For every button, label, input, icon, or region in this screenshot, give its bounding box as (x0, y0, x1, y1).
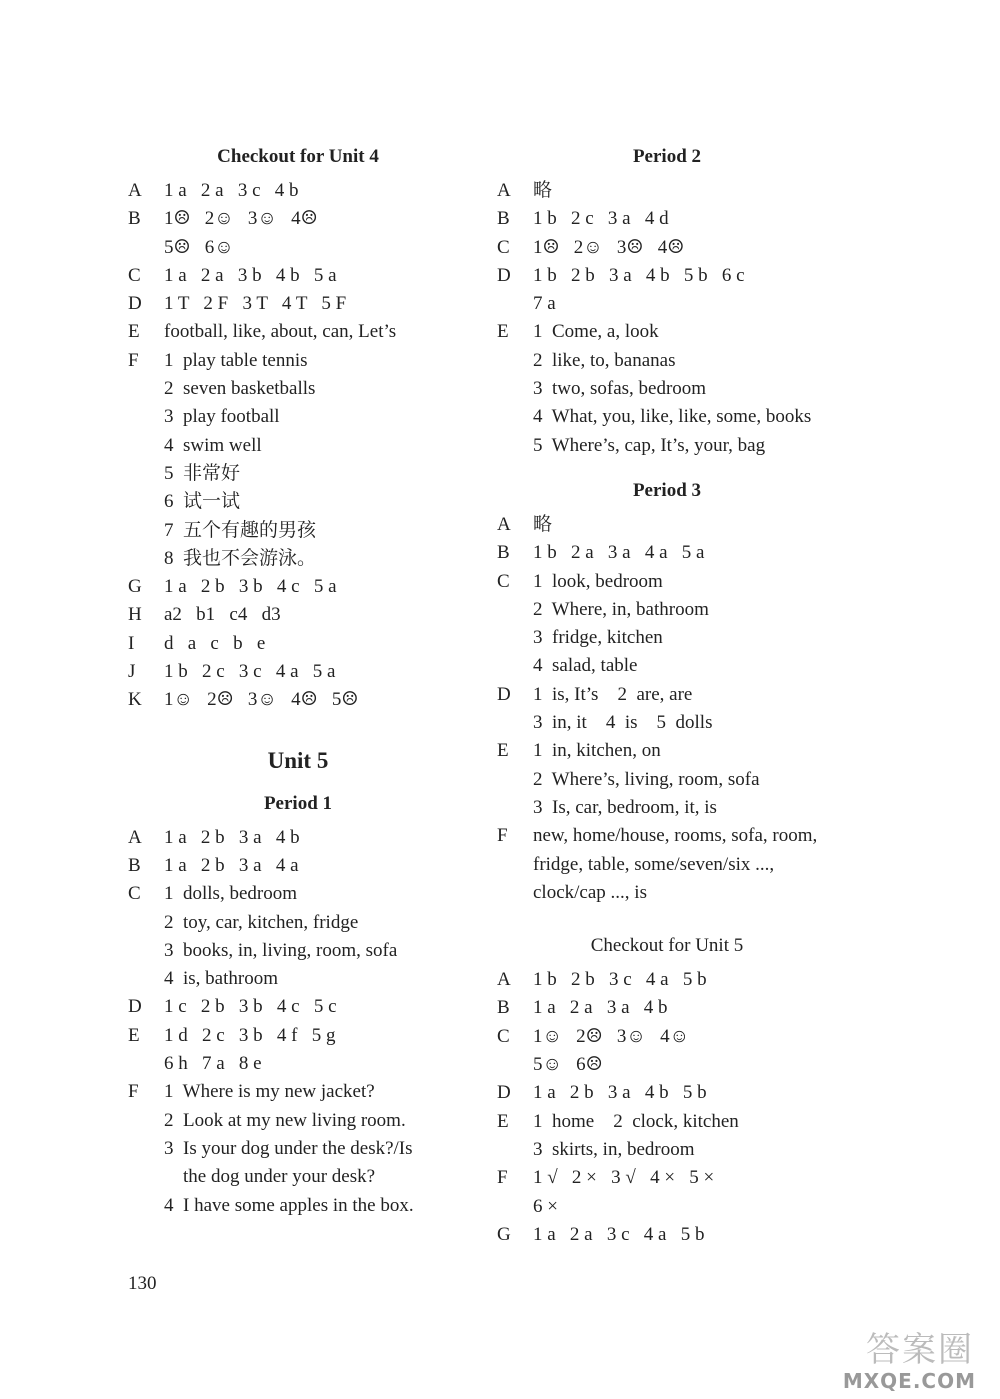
answer-lines (164, 686, 468, 714)
question-letter: F (497, 825, 508, 847)
answer-line: d a c b e (164, 632, 266, 654)
answer-row-b (128, 852, 468, 880)
answer-line: 4 salad, table (533, 655, 638, 677)
left-column (128, 142, 468, 1220)
answer-line: new, home/house, rooms, sofa, room, (533, 825, 818, 847)
answer-lines (533, 234, 837, 262)
answer-line: 2 seven basketballs (164, 378, 316, 400)
answer-lines (533, 1079, 837, 1107)
question-letter: D (497, 264, 511, 286)
answer-lines (164, 318, 468, 346)
question-letter: A (128, 180, 142, 201)
answer-line: 1 play table tennis (164, 349, 308, 371)
answer-line: 5 非常好 (164, 462, 241, 484)
section-title-period-2: Period 2 (632, 146, 702, 167)
question-letter: B (497, 997, 510, 1019)
question-letter: E (128, 321, 140, 343)
answer-row-e (497, 1108, 837, 1165)
answer-lines (164, 1078, 468, 1219)
answer-line: 1 a 2 a 3 b 4 b 5 a (164, 264, 337, 286)
question-letter: E (497, 740, 509, 762)
answer-line: 1 Where is my new jacket? (164, 1081, 375, 1103)
answer-row-i (128, 630, 468, 658)
answer-line: 1 Come, a, look (533, 321, 659, 343)
answer-lines (164, 658, 468, 686)
watermark-glyphs: 答案圈 (866, 1330, 974, 1370)
answer-line: 3 books, in, living, room, sofa (164, 939, 398, 961)
question-letter: C (497, 1025, 510, 1047)
answer-line: 6 试一试 (164, 491, 241, 513)
answer-lines (164, 630, 468, 658)
answer-line: clock/cap ..., is (533, 881, 647, 903)
answer-lines (533, 539, 837, 567)
answer-line: a2 b1 c4 d3 (164, 604, 281, 626)
answer-row-e (497, 318, 837, 459)
answer-line: 3 in, it 4 is 5 dolls (533, 712, 713, 734)
answer-row-a (497, 966, 837, 994)
question-letter: I (128, 632, 135, 654)
question-letter: F (128, 1081, 139, 1103)
answer-row-g (128, 573, 468, 601)
answer-line: 1 √ 2 × 3 √ 4 × 5 × (533, 1167, 715, 1189)
question-letter: H (128, 604, 142, 626)
answer-lines (533, 1108, 837, 1165)
answer-line: 1☹ 2☺ 3☹ 4☹ (533, 236, 685, 258)
section-title-period-3: Period 3 (632, 479, 702, 501)
answer-line: 2 like, to, bananas (533, 349, 676, 371)
answer-line: 3 Is, car, bedroom, it, is (533, 796, 717, 818)
answer-lines (164, 573, 468, 601)
answer-line: 4 is, bathroom (164, 968, 278, 990)
answer-row-f (497, 822, 837, 907)
question-letter: D (128, 996, 142, 1018)
answer-lines (164, 601, 468, 629)
answer-line: 5☹ 6☺ (164, 236, 234, 258)
question-letter: B (128, 208, 141, 230)
answer-lines (164, 824, 468, 852)
answer-line: 1 is, It’s 2 are, are (533, 683, 693, 705)
answer-lines (533, 994, 837, 1022)
answer-lines (533, 318, 837, 459)
answer-row-f (128, 347, 468, 573)
answer-lines (533, 681, 837, 738)
question-letter: B (497, 208, 510, 230)
question-letter: D (128, 293, 142, 315)
question-letter: B (128, 854, 141, 876)
answer-row-j (128, 658, 468, 686)
answer-line: 1☺ 2☹ 3☺ 4☹ 5☹ (164, 689, 359, 711)
answer-lines (533, 1221, 837, 1249)
section-title-checkout-for-unit-5: Checkout for Unit 5 (590, 935, 744, 957)
watermark-text: MXQE.COM (842, 1369, 976, 1393)
answer-row-b (497, 539, 837, 567)
answer-line: 7 a (533, 293, 556, 315)
answer-row-c (497, 1023, 837, 1080)
answer-lines (164, 852, 468, 880)
answer-line: 3 Is your dog under the desk?/Is (164, 1137, 413, 1159)
answer-row-e (128, 318, 468, 346)
answer-line: the dog under your desk? (164, 1166, 376, 1188)
answer-line: 1 in, kitchen, on (533, 740, 661, 762)
answer-line: 7 五个有趣的男孩 (164, 519, 317, 541)
answer-lines (533, 966, 837, 994)
answer-line: 5 Where’s, cap, It’s, your, bag (533, 434, 766, 456)
answer-row-b (497, 994, 837, 1022)
question-letter: G (497, 1223, 511, 1245)
answer-line: 1 b 2 c 3 a 4 d (533, 208, 669, 230)
answer-lines (533, 568, 837, 681)
answer-row-c (497, 234, 837, 262)
answer-lines (533, 511, 837, 539)
section-title-period-1: Period 1 (263, 792, 333, 814)
question-letter: E (497, 321, 509, 343)
answer-row-e (128, 1022, 468, 1079)
answer-row-a (128, 177, 468, 205)
question-letter: D (497, 1082, 511, 1104)
answer-line: 6 × (533, 1195, 558, 1217)
answer-lines (533, 1164, 837, 1221)
answer-line: 1 look, bedroom (533, 570, 663, 592)
question-letter: A (128, 826, 142, 848)
answer-row-b (497, 205, 837, 233)
section-title-checkout-for-unit-4: Checkout for Unit 4 (217, 146, 379, 167)
answer-line: 1 dolls, bedroom (164, 883, 297, 905)
answer-line: 1 a 2 a 3 a 4 b (533, 997, 668, 1019)
answer-line: 3 two, sofas, bedroom (533, 378, 707, 400)
answer-row-g (497, 1221, 837, 1249)
answer-row-a (497, 511, 837, 539)
answer-row-a (128, 824, 468, 852)
answer-row-b (128, 205, 468, 262)
answer-line: 4 swim well (164, 434, 262, 456)
page-number: 130 (128, 1273, 157, 1294)
answer-line: 2 Look at my new living room. (164, 1109, 406, 1131)
question-letter: D (497, 683, 511, 705)
answer-line: 1 b 2 b 3 a 4 b 5 b 6 c (533, 264, 745, 286)
answer-line: 3 fridge, kitchen (533, 627, 663, 649)
answer-line: 1 a 2 b 3 a 4 a (164, 854, 299, 876)
question-letter: E (128, 1024, 140, 1046)
answer-lines (164, 880, 468, 993)
answer-line: 5☺ 6☹ (533, 1054, 603, 1076)
question-letter: C (497, 570, 510, 592)
answer-line: 1 b 2 a 3 a 4 a 5 a (533, 542, 705, 564)
answer-line: 1 a 2 b 3 a 4 b 5 b (533, 1082, 707, 1104)
answer-row-d (497, 681, 837, 738)
answer-lines (533, 1023, 837, 1080)
answer-lines (164, 205, 468, 262)
answer-line: 1 b 2 c 3 c 4 a 5 a (164, 661, 336, 683)
answer-row-d (128, 993, 468, 1021)
answer-line: 4 What, you, like, like, some, books (533, 406, 812, 428)
answer-line: 3 skirts, in, bedroom (533, 1138, 695, 1160)
answer-lines (164, 993, 468, 1021)
question-letter: K (128, 689, 142, 711)
answer-line: 1 home 2 clock, kitchen (533, 1110, 739, 1132)
question-letter: A (497, 513, 511, 535)
answer-line: 略 (533, 180, 553, 201)
right-column (497, 142, 837, 1249)
question-letter: C (497, 236, 510, 258)
answer-row-c (128, 880, 468, 993)
answer-row-h (128, 601, 468, 629)
answer-lines (164, 347, 468, 573)
answer-line: 1 d 2 c 3 b 4 f 5 g (164, 1024, 336, 1046)
answer-line: 1 c 2 b 3 b 4 c 5 c (164, 996, 337, 1018)
question-letter: A (497, 180, 511, 201)
question-letter: B (497, 542, 510, 564)
answer-line: 1☺ 2☹ 3☺ 4☺ (533, 1025, 689, 1047)
answer-line: 1 T 2 F 3 T 4 T 5 F (164, 293, 347, 315)
answer-lines (533, 177, 837, 205)
answer-row-a (497, 177, 837, 205)
answer-lines (533, 205, 837, 233)
answer-line: 1 a 2 b 3 a 4 b (164, 826, 300, 848)
answer-line: fridge, table, some/seven/six ..., (533, 853, 775, 875)
question-letter: F (128, 349, 139, 371)
answer-line: 4 I have some apples in the box. (164, 1194, 414, 1216)
question-letter: F (497, 1167, 508, 1189)
answer-row-d (497, 262, 837, 319)
answer-row-f (128, 1078, 468, 1219)
question-letter: J (128, 661, 136, 683)
answer-lines (164, 1022, 468, 1079)
answer-row-f (497, 1164, 837, 1221)
answer-line: 1 b 2 b 3 c 4 a 5 b (533, 969, 707, 991)
answer-line: 1☹ 2☺ 3☺ 4☹ (164, 208, 318, 230)
answer-lines (164, 262, 468, 290)
answer-line: 2 Where, in, bathroom (533, 598, 709, 620)
section-title-unit-5: Unit 5 (267, 747, 329, 773)
answer-lines (533, 737, 837, 822)
question-letter: G (128, 576, 142, 598)
answer-line: 2 toy, car, kitchen, fridge (164, 911, 359, 933)
question-letter: C (128, 264, 141, 286)
answer-line: 1 a 2 a 3 c 4 a 5 b (533, 1223, 705, 1245)
answer-line: 略 (533, 513, 553, 535)
answer-row-c (128, 262, 468, 290)
answer-row-d (128, 290, 468, 318)
question-letter: E (497, 1110, 509, 1132)
answer-line: 1 a 2 a 3 c 4 b (164, 180, 299, 201)
answer-line: football, like, about, can, Let’s (164, 321, 397, 343)
answer-row-d (497, 1079, 837, 1107)
answer-line: 3 play football (164, 406, 280, 428)
answer-lines (533, 262, 837, 319)
answer-line: 2 Where’s, living, room, sofa (533, 768, 760, 790)
answer-row-e (497, 737, 837, 822)
answer-lines (533, 822, 837, 907)
answer-row-c (497, 568, 837, 681)
answer-row-k (128, 686, 468, 714)
answer-line: 6 h 7 a 8 e (164, 1053, 262, 1075)
answer-line: 1 a 2 b 3 b 4 c 5 a (164, 576, 337, 598)
answer-lines (164, 290, 468, 318)
question-letter: C (128, 883, 141, 905)
question-letter: A (497, 969, 511, 991)
answer-line: 8 我也不会游泳。 (164, 547, 317, 569)
answer-lines (164, 177, 468, 205)
